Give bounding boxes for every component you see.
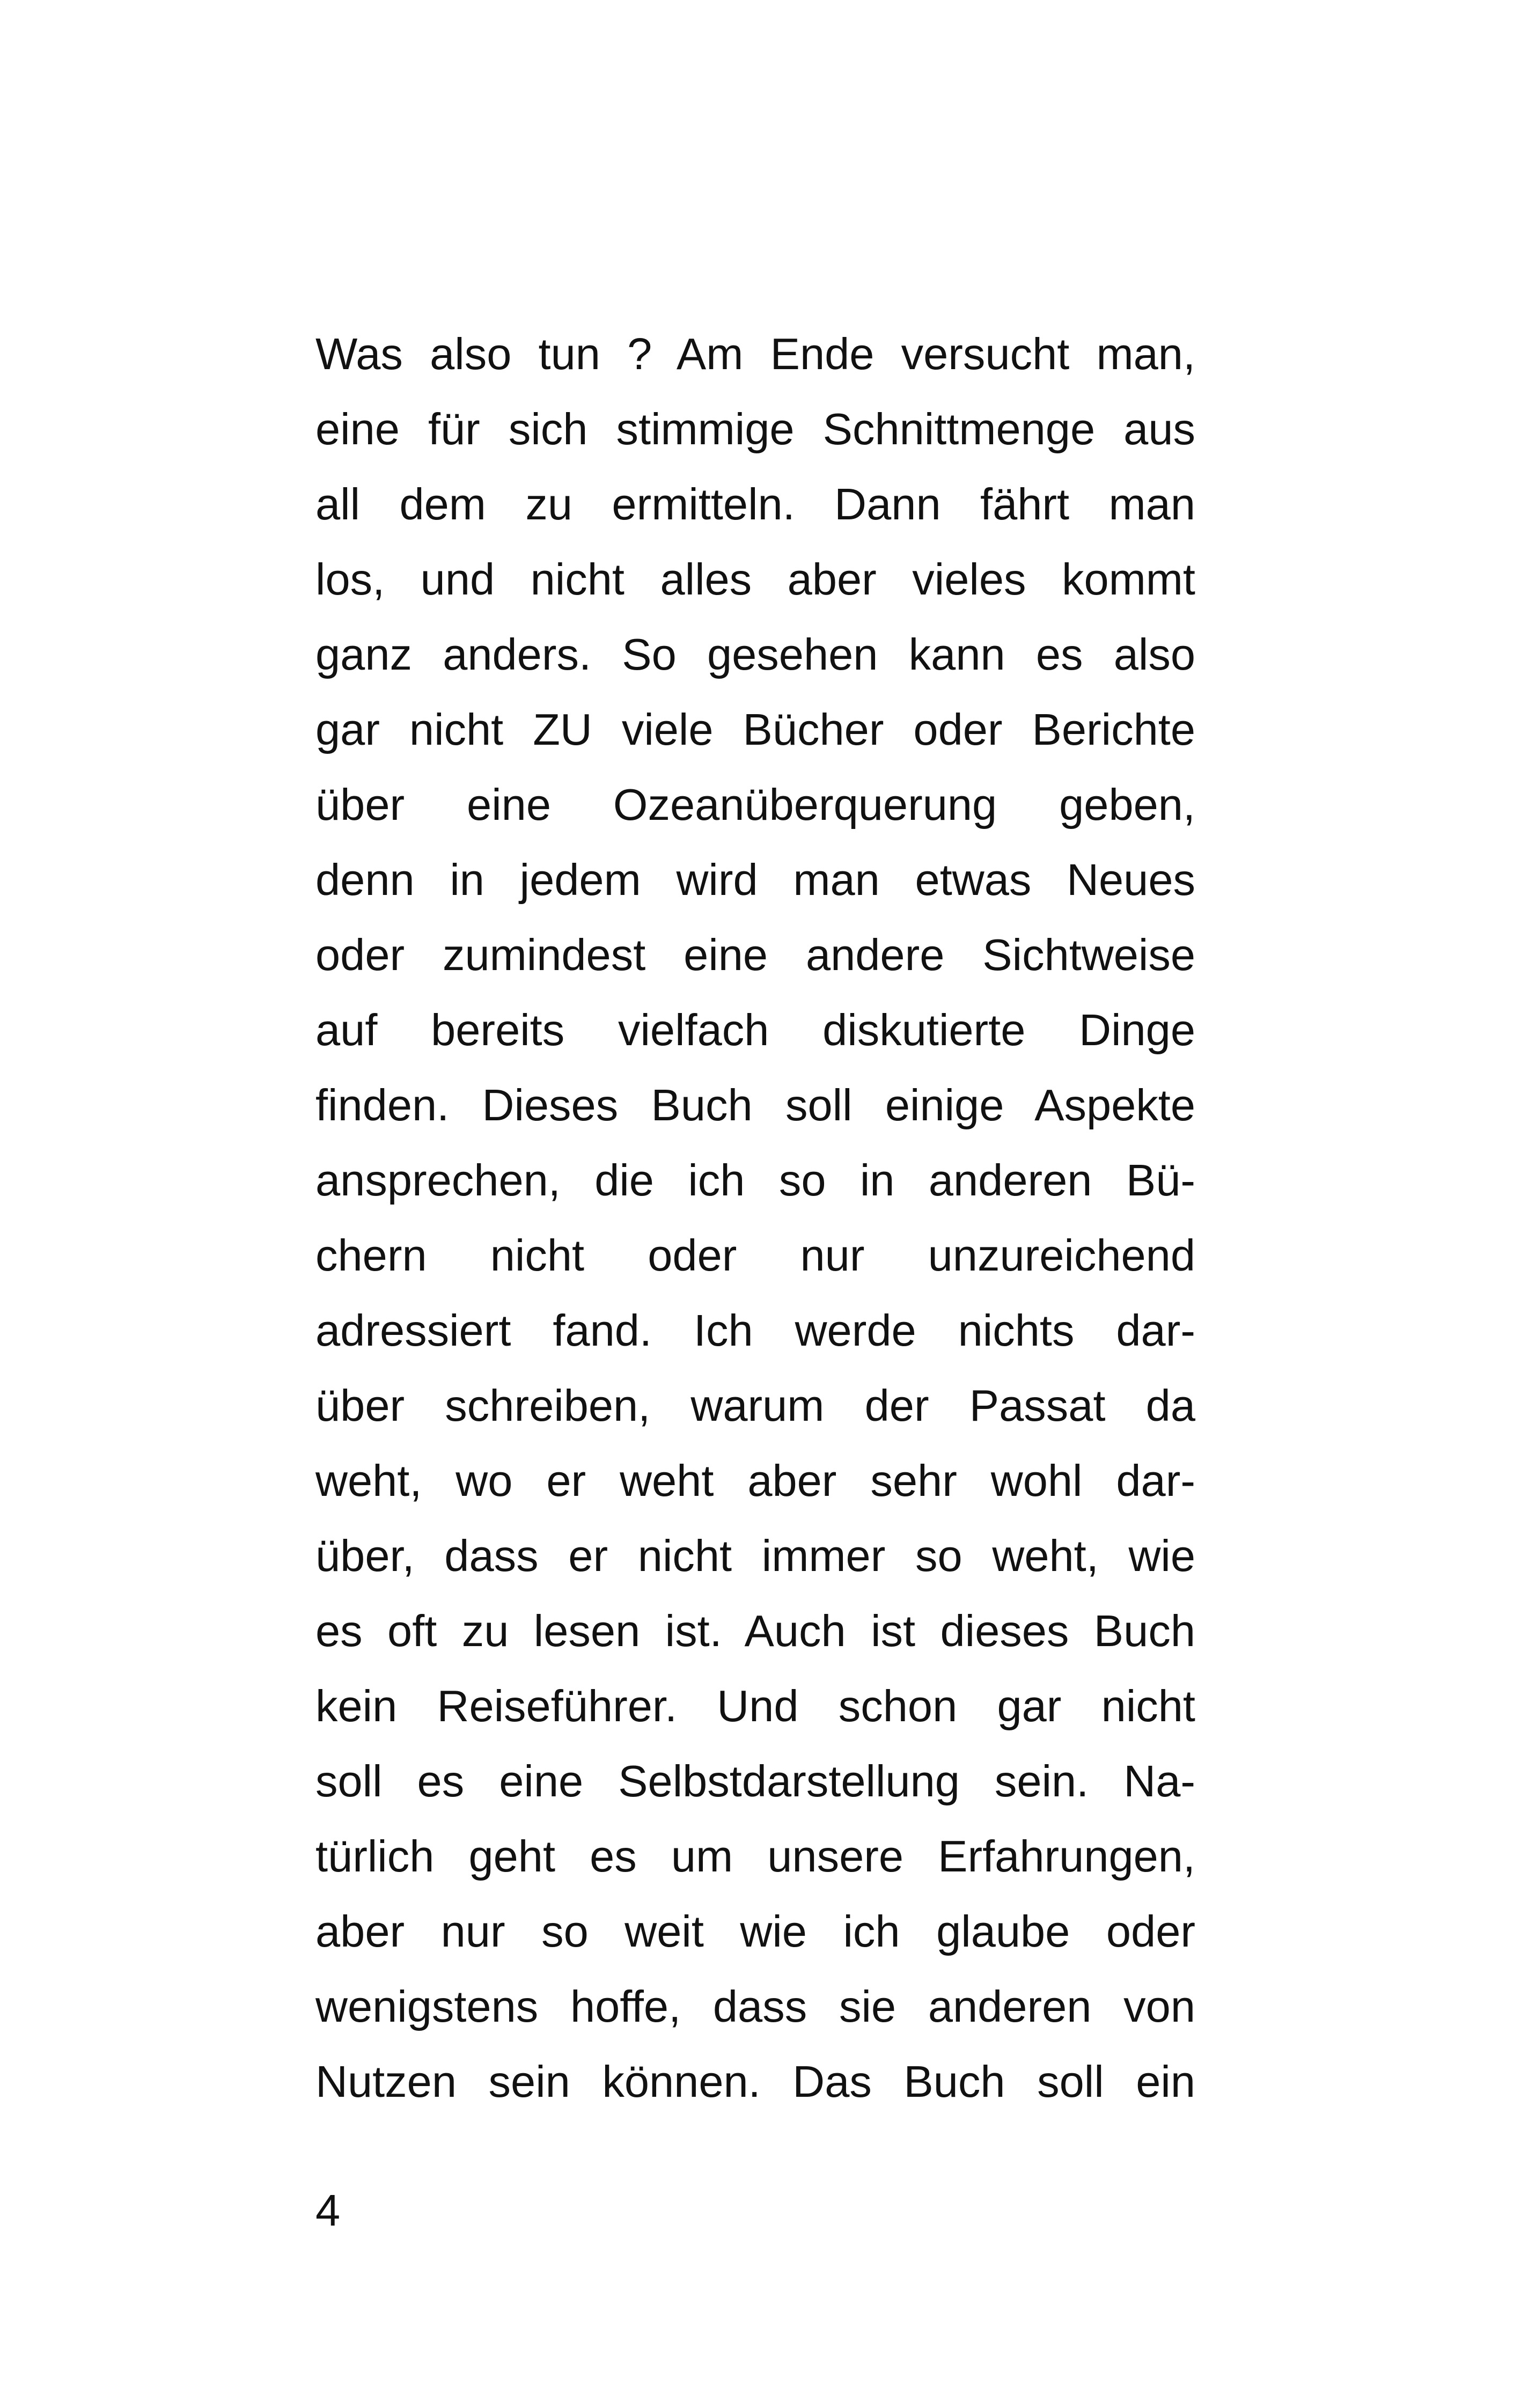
text-line: gar nicht ZU viele Bücher oder Berichte bbox=[315, 704, 1195, 754]
body-text bbox=[315, 317, 1195, 2119]
text-line: adressiert fand. Ich werde nichts dar- bbox=[315, 1305, 1195, 1355]
text-line: weht, wo er weht aber sehr wohl dar- bbox=[315, 1456, 1195, 1506]
text-line: türlich geht es um unsere Erfahrungen, bbox=[315, 1831, 1195, 1881]
text-line: es oft zu lesen ist. Auch ist dieses Buch bbox=[315, 1606, 1195, 1656]
text-line: los, und nicht alles aber vieles kommt bbox=[315, 554, 1195, 604]
text-line: über schreiben, warum der Passat da bbox=[315, 1381, 1195, 1430]
text-line: wenigstens hoffe, dass sie anderen von bbox=[315, 1981, 1195, 2031]
text-line: ansprechen, die ich so in anderen Bü- bbox=[315, 1155, 1195, 1205]
text-line: kein Reiseführer. Und schon gar nicht bbox=[315, 1681, 1195, 1731]
text-line: finden. Dieses Buch soll einige Aspekte bbox=[315, 1080, 1195, 1130]
page-number: 4 bbox=[315, 2185, 341, 2235]
text-line: all dem zu ermitteln. Dann fährt man bbox=[315, 479, 1195, 529]
text-line: über eine Ozeanüberquerung geben, bbox=[315, 780, 1195, 829]
text-line: oder zumindest eine andere Sichtweise bbox=[315, 930, 1195, 980]
text-line: auf bereits vielfach diskutierte Dinge bbox=[315, 1005, 1195, 1055]
text-line: eine für sich stimmige Schnittmenge aus bbox=[315, 404, 1195, 454]
text-line: Was also tun ? Am Ende versucht man, bbox=[315, 329, 1195, 379]
text-line: über, dass er nicht immer so weht, wie bbox=[315, 1531, 1195, 1581]
text-line: aber nur so weit wie ich glaube oder bbox=[315, 1906, 1195, 1956]
text-line: Nutzen sein können. Das Buch soll ein bbox=[315, 2057, 1195, 2106]
text-line: ganz anders. So gesehen kann es also bbox=[315, 629, 1195, 679]
text-line: chern nicht oder nur unzureichend bbox=[315, 1230, 1195, 1280]
text-line: soll es eine Selbstdarstellung sein. Na- bbox=[315, 1756, 1195, 1806]
text-line: denn in jedem wird man etwas Neues bbox=[315, 855, 1195, 905]
